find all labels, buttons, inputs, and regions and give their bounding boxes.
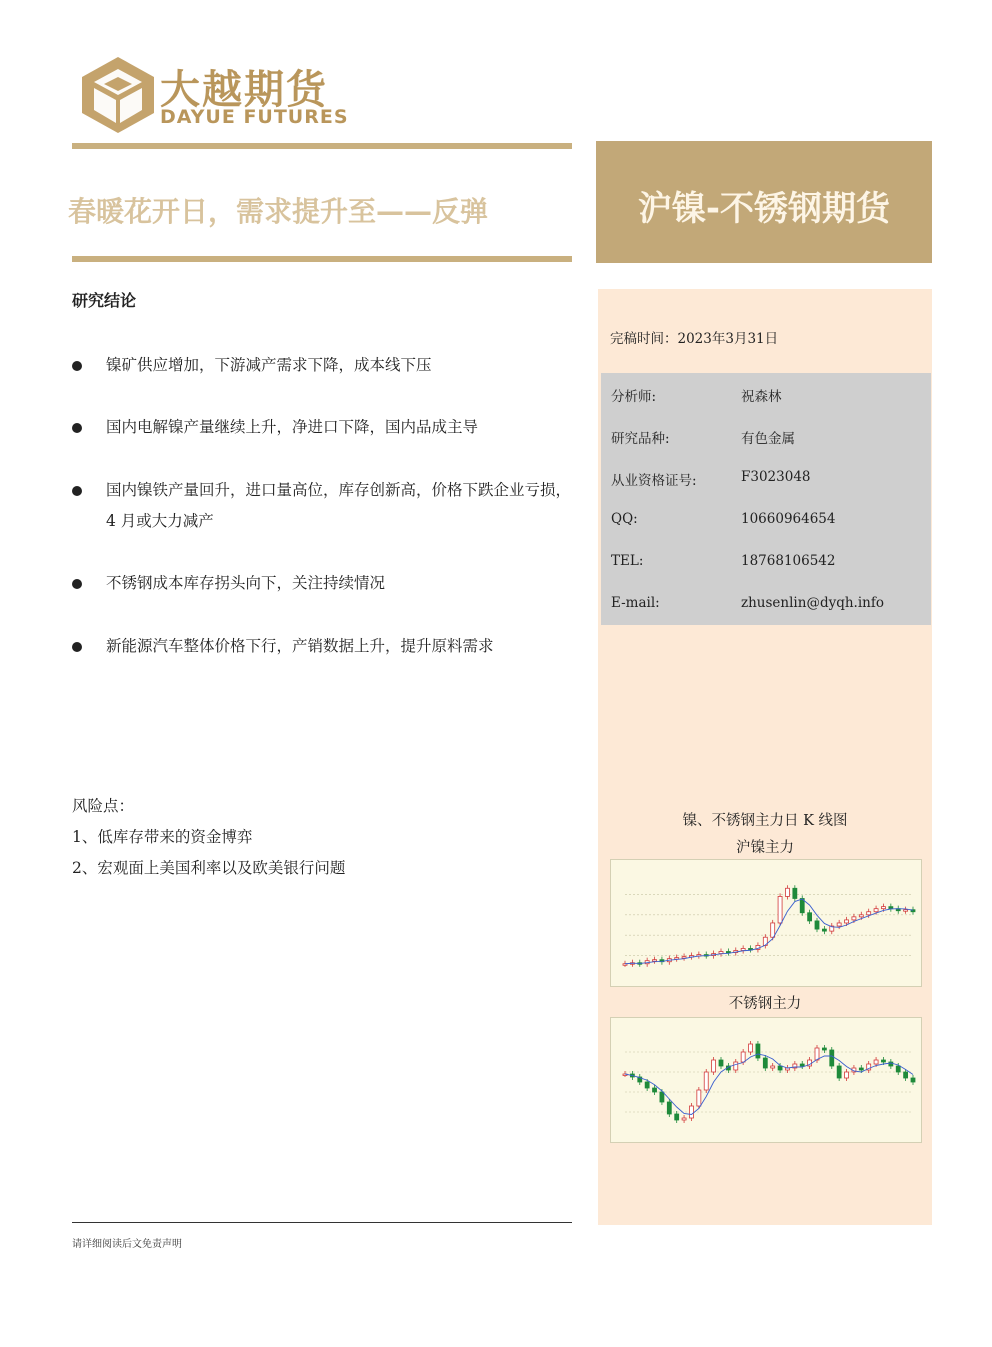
bullet-text: 国内镍铁产量回升，进口量高位，库存创新高，价格下跌企业亏损，4 月或大力减产: [106, 481, 572, 530]
conclusion-bullet: [72, 568, 572, 600]
candle-body: [682, 1118, 686, 1120]
footer-disclaimer: 请详细阅读后文免责声明: [72, 1239, 182, 1250]
candle-body: [741, 948, 745, 950]
headline-top-rule: [72, 143, 572, 149]
candle-body: [653, 1088, 657, 1092]
candle-body: [859, 1068, 863, 1070]
info-panel: [598, 289, 932, 1225]
risk-item: 1、低库存带来的资金博弈: [72, 828, 253, 846]
candle-body: [874, 1060, 878, 1064]
candle-body: [881, 1060, 885, 1062]
steel-kline-chart: [610, 1017, 922, 1143]
candle-body: [660, 1092, 664, 1102]
info-value[interactable]: zhusenlin@dyqh.info: [741, 595, 884, 611]
candle-body: [837, 1066, 841, 1078]
info-value: 有色金属: [741, 431, 795, 447]
candle-body: [697, 1090, 701, 1106]
candle-body: [704, 1072, 708, 1090]
candle-body: [904, 910, 908, 912]
analyst-info-box: [601, 373, 931, 625]
bullet-dot-icon: [72, 361, 82, 371]
candle-body: [675, 1114, 679, 1120]
candle-body: [734, 1062, 738, 1070]
candle-body: [741, 1052, 745, 1062]
bullet-text: 新能源汽车整体价格下行，产销数据上升，提升原料需求: [106, 637, 494, 655]
chart-heading: 镍、不锈钢主力日 K 线图: [682, 813, 848, 829]
risk-heading: 风险点：: [72, 797, 135, 815]
info-row-tel: [611, 553, 931, 573]
candle-body: [881, 907, 885, 909]
candle-body: [837, 923, 841, 926]
candle-body: [771, 923, 775, 937]
candle-body: [822, 929, 826, 931]
info-row-email: [611, 595, 931, 615]
nickel-chart-label: 沪镍主力: [736, 840, 794, 856]
info-label: 从业资格证号:: [611, 473, 697, 489]
report-title: 沪镍-不锈钢期货: [637, 189, 891, 229]
candle-body: [763, 1058, 767, 1068]
bullet-text: 不锈钢成本库存拐头向下，关注持续情况: [106, 574, 386, 592]
bullet-dot-icon: [72, 579, 82, 589]
candle-body: [749, 1044, 753, 1052]
bullet-dot-icon: [72, 423, 82, 433]
conclusion-bullet: [72, 475, 572, 539]
candle-body: [904, 1072, 908, 1078]
bullet-dot-icon: [72, 642, 82, 652]
bullet-text: 镍矿供应增加，下游减产需求下降，成本线下压: [106, 356, 432, 374]
dayue-logo-icon: [78, 55, 158, 135]
risk-item: 2、宏观面上美国利率以及欧美银行问题: [72, 859, 346, 877]
info-value: 10660964654: [741, 511, 836, 527]
headline-bottom-rule: [72, 256, 572, 262]
candle-body: [815, 1048, 819, 1060]
info-label: 分析师:: [611, 389, 657, 405]
info-label: 研究品种:: [611, 431, 670, 447]
info-row-license: [611, 469, 931, 489]
brand-name-cn: 大越期货: [160, 67, 328, 113]
brand-name-en: DAYUE FUTURES: [160, 106, 349, 128]
info-label: E-mail:: [611, 595, 660, 611]
candle-body: [852, 917, 856, 920]
candle-body: [682, 957, 686, 959]
candle-body: [771, 1066, 775, 1068]
info-label: QQ:: [611, 511, 638, 527]
info-row-variety: [611, 427, 931, 447]
candle-body: [778, 896, 782, 923]
candle-body: [719, 1060, 723, 1066]
candle-body: [889, 907, 893, 909]
info-value: 18768106542: [741, 553, 836, 569]
candle-body: [911, 1078, 915, 1082]
conclusion-bullet: [72, 412, 572, 444]
completion-date: 完稿时间：2023年3月31日: [610, 331, 779, 347]
info-value: 祝森林: [741, 389, 782, 405]
candle-body: [712, 1060, 716, 1072]
report-headline: 春暖花开日，需求提升至——反弹: [68, 195, 489, 228]
candle-body: [859, 915, 863, 917]
nickel-kline-chart: [610, 859, 922, 987]
info-label: TEL:: [611, 553, 644, 569]
candle-body: [778, 1066, 782, 1070]
candle-body: [756, 1044, 760, 1058]
candle-body: [822, 1048, 826, 1050]
bullet-text: 国内电解镍产量继续上升，净进口下降，国内品成主导: [106, 418, 479, 436]
candle-body: [785, 888, 789, 896]
conclusion-bullet: [72, 350, 572, 382]
candle-body: [874, 909, 878, 912]
info-row-analyst: [611, 385, 931, 405]
candle-body: [896, 1066, 900, 1072]
candle-body: [867, 912, 871, 915]
candle-body: [645, 1082, 649, 1088]
candle-body: [808, 913, 812, 921]
candle-body: [800, 1064, 804, 1066]
candle-body: [830, 1050, 834, 1066]
candle-body: [653, 960, 657, 962]
info-row-qq: [611, 511, 931, 531]
info-value: F3023048: [741, 469, 811, 485]
moving-average-line: [625, 899, 913, 964]
conclusion-bullet: [72, 631, 572, 663]
bullet-dot-icon: [72, 486, 82, 496]
candle-body: [815, 921, 819, 929]
footer-rule: [72, 1222, 572, 1223]
candle-body: [793, 888, 797, 898]
candle-body: [689, 1106, 693, 1118]
steel-chart-label: 不锈钢主力: [728, 996, 802, 1012]
candle-body: [845, 1072, 849, 1078]
candle-body: [719, 952, 723, 954]
conclusion-heading: 研究结论: [72, 291, 137, 310]
candle-body: [845, 920, 849, 923]
report-title-box: [596, 141, 932, 263]
candle-body: [667, 1102, 671, 1114]
